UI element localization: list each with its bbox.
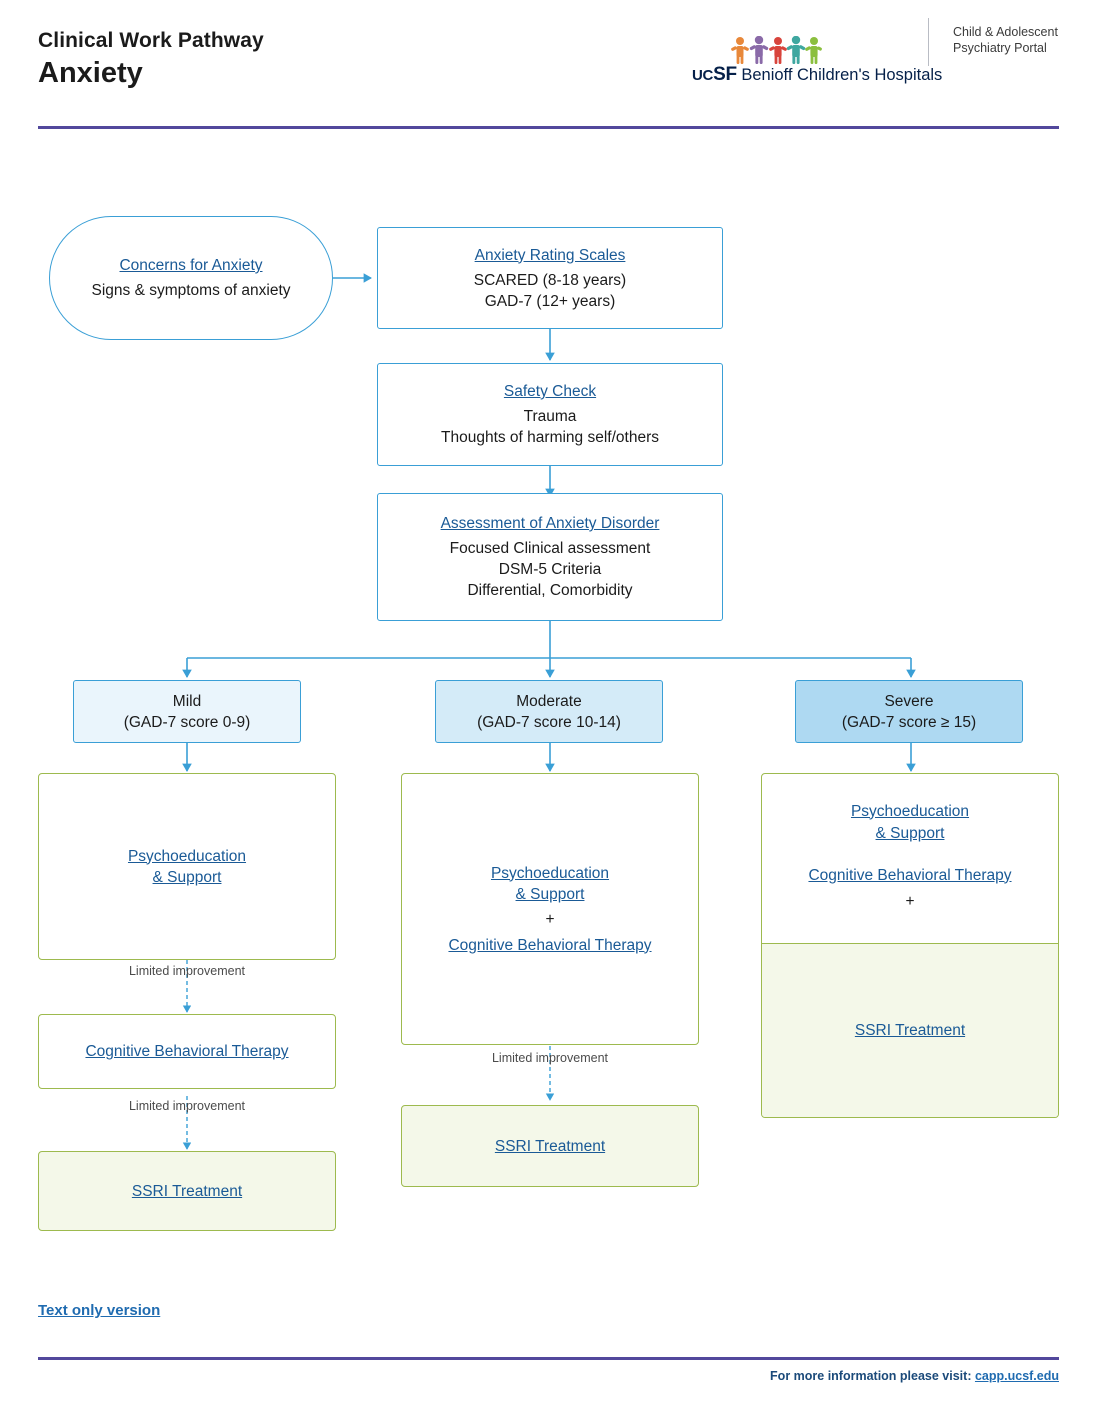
treatment-link-line-3[interactable]: Cognitive Behavioral Therapy bbox=[448, 936, 652, 954]
treatment-link-line-1[interactable]: Psychoeducation bbox=[490, 864, 610, 882]
plus-sign: + bbox=[905, 892, 915, 910]
node-severity-mild[interactable] bbox=[73, 680, 301, 743]
treatment-link-line-2[interactable]: & Support bbox=[152, 868, 222, 886]
node-moderate-ssri-treatment[interactable] bbox=[401, 1105, 699, 1187]
node-title-link[interactable]: Concerns for Anxiety bbox=[119, 257, 263, 274]
edge-label-mild-2: Limited improvement bbox=[128, 1099, 245, 1113]
treatment-link[interactable]: SSRI Treatment bbox=[131, 1182, 243, 1200]
node-line-2: Thoughts of harming self/others bbox=[441, 429, 659, 446]
node-severe-combined-treatment[interactable] bbox=[761, 773, 1059, 1118]
severity-label: Mild bbox=[172, 692, 202, 710]
node-mild-cognitive-behavioral-therapy[interactable] bbox=[38, 1014, 336, 1089]
plus-sign: + bbox=[545, 910, 555, 928]
footer-divider bbox=[38, 1357, 1059, 1360]
portal-name bbox=[953, 24, 1058, 56]
treatment-link[interactable]: Cognitive Behavioral Therapy bbox=[85, 1043, 289, 1060]
severity-label: Severe bbox=[884, 692, 934, 710]
ucsf-mark-suffix: SF bbox=[713, 64, 737, 85]
treatment-link[interactable]: SSRI Treatment bbox=[494, 1137, 606, 1155]
page-header bbox=[0, 0, 1097, 128]
treatment-link-line-2[interactable]: & Support bbox=[515, 885, 585, 903]
node-severity-severe[interactable] bbox=[795, 680, 1023, 743]
severity-score: (GAD-7 score 0-9) bbox=[123, 713, 251, 731]
node-severity-moderate[interactable] bbox=[435, 680, 663, 743]
node-concerns-for-anxiety[interactable] bbox=[49, 216, 333, 340]
footer-more-info-label: For more information please visit: bbox=[770, 1369, 975, 1383]
ucsf-mark-prefix: UC bbox=[692, 67, 714, 84]
node-anxiety-rating-scales[interactable] bbox=[377, 227, 723, 329]
node-assessment-of-anxiety-disorder[interactable] bbox=[377, 493, 723, 621]
severe-treatment-upper[interactable] bbox=[762, 774, 1058, 943]
treatment-link-line-2[interactable]: & Support bbox=[875, 824, 945, 842]
node-line-1: SCARED (8-18 years) bbox=[473, 271, 627, 289]
portal-line-1: Child & Adolescent bbox=[953, 25, 1058, 39]
node-line-1: Trauma bbox=[523, 408, 577, 425]
severity-score: (GAD-7 score ≥ 15) bbox=[841, 713, 977, 731]
edge-label-moderate-1: Limited improvement bbox=[491, 1051, 608, 1065]
node-safety-check[interactable] bbox=[377, 363, 723, 466]
node-line-2: DSM-5 Criteria bbox=[498, 561, 602, 578]
node-title-link[interactable]: Safety Check bbox=[503, 383, 597, 400]
footer-more-info bbox=[770, 1369, 1059, 1383]
treatment-link[interactable]: SSRI Treatment bbox=[854, 1021, 966, 1039]
treatment-link-line-1[interactable]: Psychoeducation bbox=[850, 802, 970, 820]
header-divider bbox=[38, 126, 1059, 129]
node-mild-psychoeducation-support[interactable] bbox=[38, 773, 336, 960]
ucsf-wordmark bbox=[692, 64, 942, 86]
node-line-2: GAD-7 (12+ years) bbox=[484, 292, 616, 310]
node-line-1: Signs & symptoms of anxiety bbox=[91, 282, 291, 299]
node-line-3: Differential, Comorbidity bbox=[467, 582, 633, 599]
portal-line-2: Psychiatry Portal bbox=[953, 41, 1047, 55]
severity-score: (GAD-7 score 10-14) bbox=[477, 713, 621, 731]
node-title-link[interactable]: Anxiety Rating Scales bbox=[474, 246, 626, 264]
node-line-1: Focused Clinical assessment bbox=[449, 540, 651, 557]
severe-treatment-lower[interactable] bbox=[762, 943, 1058, 1117]
ucsf-hospital-name: Benioff Children's Hospitals bbox=[741, 66, 943, 84]
pathway-label: Clinical Work Pathway bbox=[38, 29, 264, 52]
logo-divider bbox=[928, 18, 929, 66]
page-title: Anxiety bbox=[38, 57, 143, 89]
treatment-link-line-1[interactable]: Psychoeducation bbox=[127, 847, 247, 865]
text-only-version-link[interactable]: Text only version bbox=[38, 1302, 161, 1319]
node-mild-ssri-treatment[interactable] bbox=[38, 1151, 336, 1231]
treatment-link-line-3[interactable]: Cognitive Behavioral Therapy bbox=[808, 866, 1012, 884]
title-block bbox=[38, 28, 264, 90]
node-moderate-psychoeducation-cbt[interactable] bbox=[401, 773, 699, 1045]
node-title-link[interactable]: Assessment of Anxiety Disorder bbox=[440, 515, 660, 532]
severity-label: Moderate bbox=[516, 692, 582, 710]
edge-label-mild-1: Limited improvement bbox=[128, 964, 245, 978]
capp-website-link[interactable]: capp.ucsf.edu bbox=[974, 1369, 1059, 1383]
